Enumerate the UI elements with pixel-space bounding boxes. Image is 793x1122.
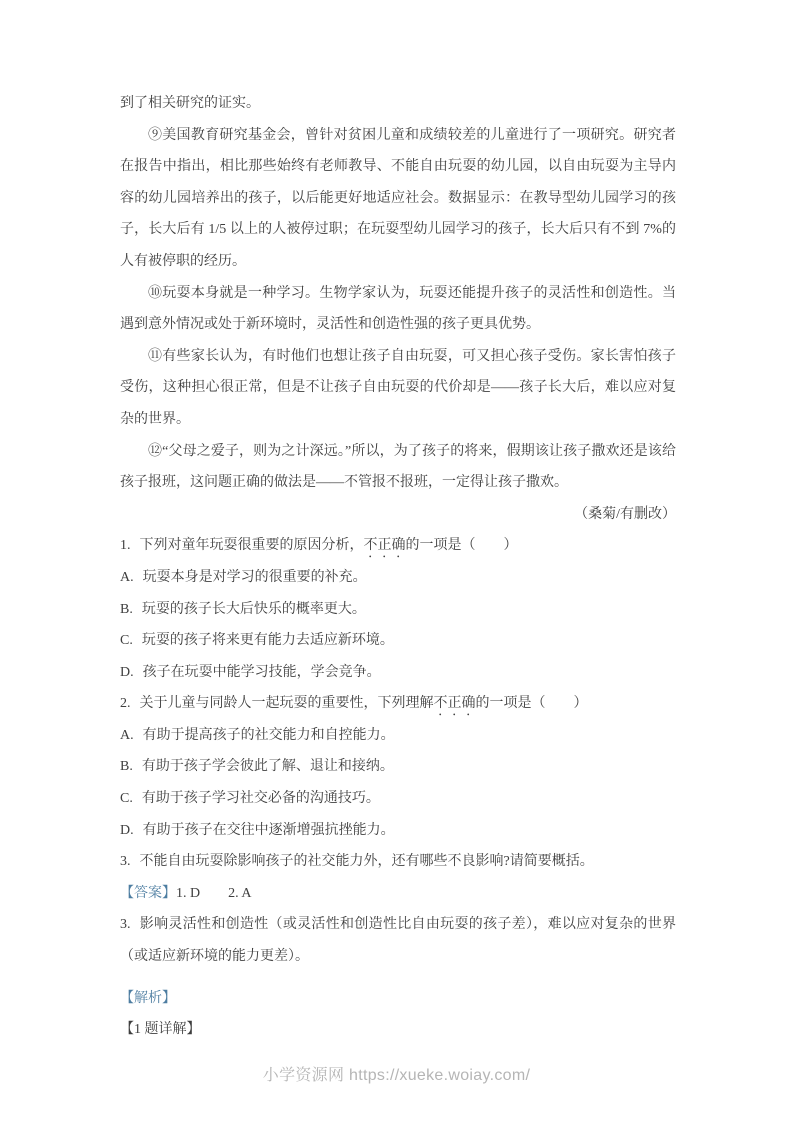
question-1-number: 1. [120,538,131,554]
footer-credit: 小学资源网 https://xueke.woiay.com/ [262,1067,531,1084]
answers-line [120,878,676,910]
passage-paragraph-9: ⑨美国教育研究基金会，曾针对贫困儿童和成绩较差的儿童进行了一项研究。研究者在报告中指出，相比那些始终有老师教导、不能自由玩耍的幼儿园，以自由玩耍为主导内容的幼儿园培养出的孩子，以后能更好地适应社会。数据显示：在教导型幼儿园学习的孩子，长大后有 1/5 以上的人被停过职；在玩耍型幼儿园学习的孩子，长大后只有不到 7%的人有被停职的经历。 [120,127,676,269]
option-text: 有助于孩子学习社交必备的沟通技巧。 [141,791,380,807]
question-2-stem [120,688,676,720]
option-label: B. [120,759,133,775]
question-2-option-d [120,815,676,847]
question-1-option-d [120,657,676,689]
analysis-label: 【解析】 [120,990,176,1006]
answer-item-1: 1. D [176,885,201,901]
question-2-number: 2. [120,696,131,712]
question-2-option-a [120,720,676,752]
question-2-stem-prefix: 关于儿童与同龄人一起玩耍的重要性，下列理解 [139,696,434,712]
question-1-option-a [120,562,676,594]
option-text: 有助于提高孩子的社交能力和自控能力。 [142,727,395,743]
option-label: C. [120,791,133,807]
question-1-stem-emphasis: 不正确 [363,538,406,554]
answers-label: 【答案】 [120,885,176,901]
option-text: 玩耍的孩子长大后快乐的概率更大。 [141,601,366,617]
passage-paragraph-10: ⑩玩耍本身就是一种学习。生物学家认为，玩耍还能提升孩子的灵活性和创造性。当遇到意外情况或处于新环境时，灵活性和创造性强的孩子更具优势。 [120,285,676,333]
question-1-stem-suffix: 的一项是（ ） [405,538,518,554]
option-text: 有助于孩子学会彼此了解、退让和接纳。 [141,759,394,775]
option-label: A. [120,727,134,743]
option-label: D. [120,822,134,838]
answer-3-text: 影响灵活性和创造性（或灵活性和创造性比自由玩耍的孩子差），难以应对复杂的世界（或适应新环境的能力更差）。 [120,917,676,965]
question-3-number: 3. [120,854,131,870]
option-text: 孩子在玩耍中能学习技能，学会竞争。 [142,664,381,680]
option-text: 有助于孩子在交往中逐渐增强抗挫能力。 [142,822,395,838]
question-2-option-b [120,751,676,783]
analysis-label-line [120,983,676,1015]
option-label: C. [120,633,133,649]
question-1-stem [120,530,676,562]
option-text: 玩耍本身是对学习的很重要的补充。 [142,569,367,585]
question-3-text: 不能自由玩耍除影响孩子的社交能力外，还有哪些不良影响?请简要概括。 [139,854,594,870]
answer-3-line [120,909,676,972]
question-3-stem [120,846,676,878]
passage-continuation-line: 到了相关研究的证实。 [120,96,260,111]
answer-item-2: 2. A [228,885,252,901]
option-text: 玩耍的孩子将来更有能力去适应新环境。 [141,633,394,649]
passage-attribution: （桑菊/有删改） [574,506,676,522]
question-1-stem-prefix: 下列对童年玩耍很重要的原因分析， [139,538,364,554]
option-label: B. [120,601,133,617]
question-2-stem-emphasis: 不正确 [433,696,476,712]
answer-3-number: 3. [120,917,131,933]
document-body [120,88,676,1046]
detail-heading: 【1 题详解】 [120,1022,201,1038]
question-1-option-c [120,625,676,657]
passage-paragraph-12: ⑫“父母之爱子，则为之计深远。”所以，为了孩子的将来，假期该让孩子撒欢还是该给孩子报班，这问题正确的做法是——不管报不报班，一定得让孩子撒欢。 [120,443,676,491]
passage-paragraph-11: ⑪有些家长认为，有时他们也想让孩子自由玩耍，可又担心孩子受伤。家长害怕孩子受伤，这种担心很正常，但是不让孩子自由玩耍的代价却是——孩子长大后，难以应对复杂的世界。 [120,348,676,427]
question-2-stem-suffix: 的一项是（ ） [475,696,588,712]
question-1-option-b [120,594,676,626]
option-label: A. [120,569,134,585]
option-label: D. [120,664,134,680]
question-2-option-c [120,783,676,815]
